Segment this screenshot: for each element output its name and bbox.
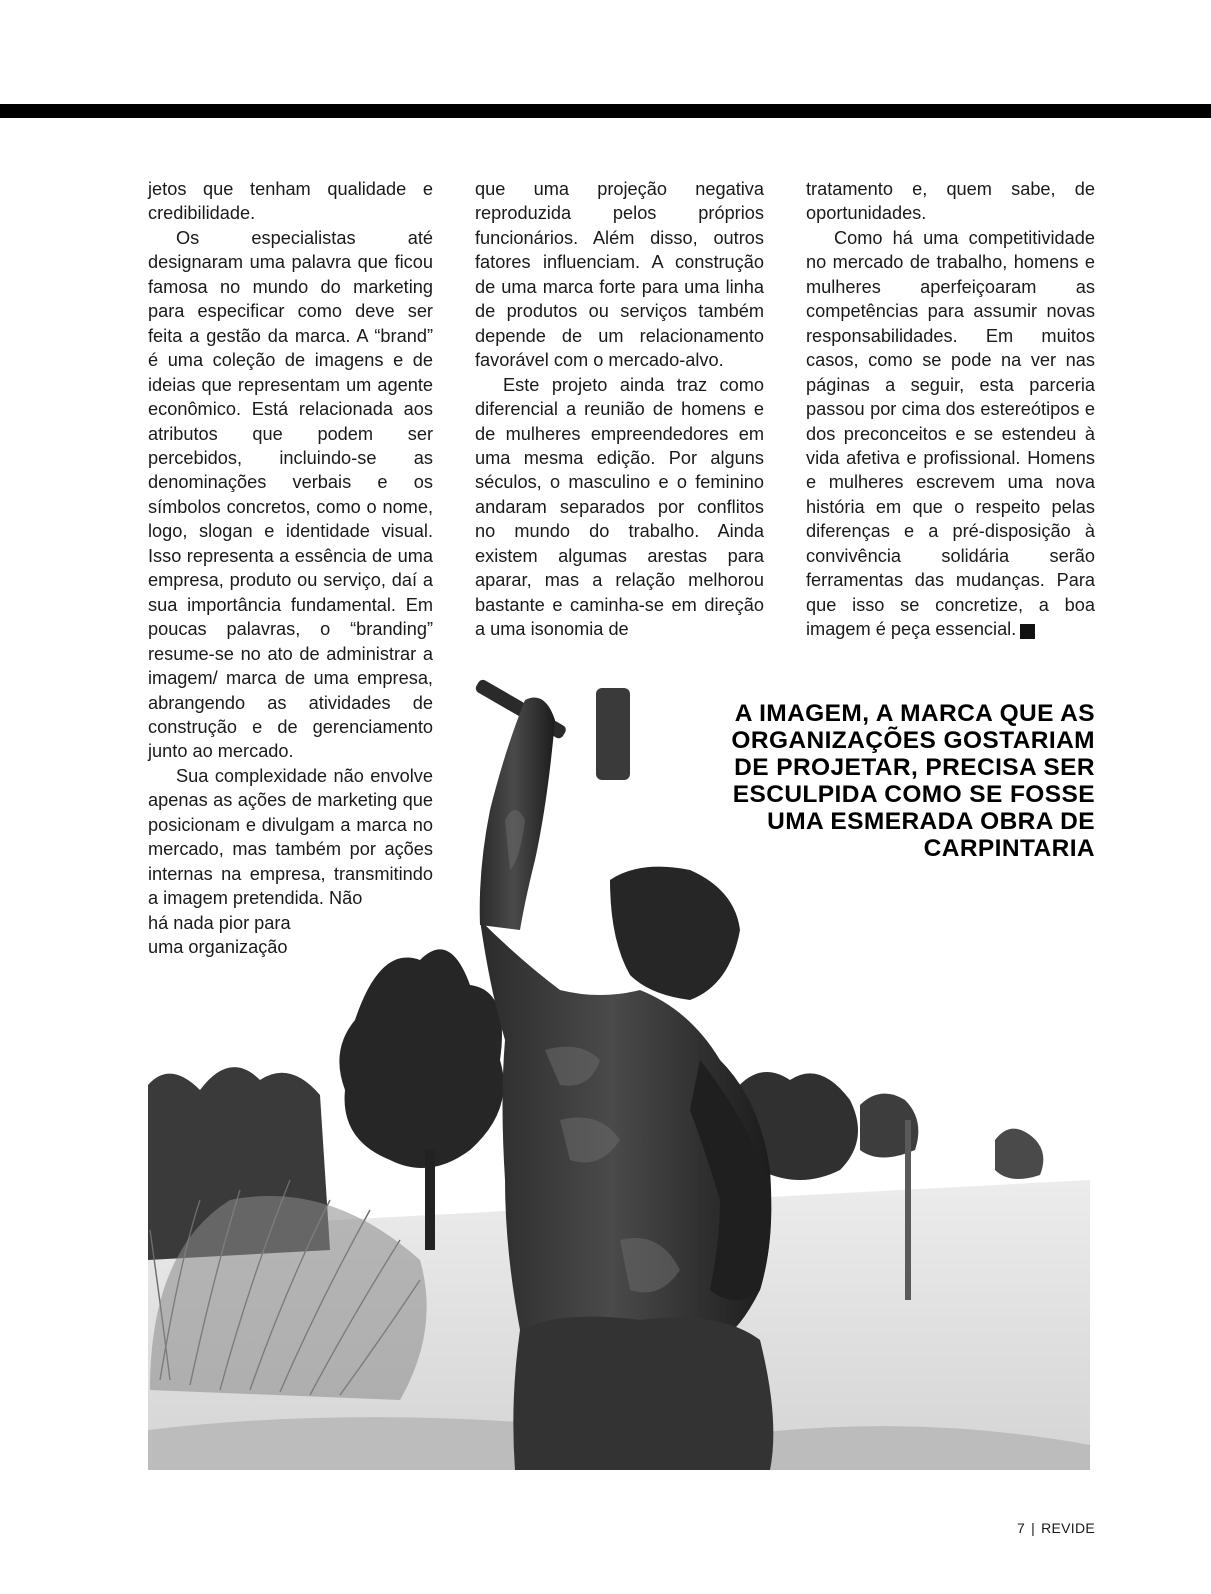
paragraph: Os especialistas até designaram uma palavra que ficou famosa no mundo do marketing para especificar como deve ser feita a gestão da marca. A “brand” é uma coleção de imagens e de ideias que representam um agente econômico. Está relacionada aos atributos que podem ser percebidos, incluindo-se as denominações verbais e os símbolos concretos, como o nome, logo, slogan e identidade visual. Isso representa a essência de uma empresa, produto ou serviço, daí a sua importância fundamental. Em poucas palavras, o “branding” resume-se no ato de administrar a imagem/ marca de uma empresa, abrangendo as atividades de construção e de gerenciamento junto ao mercado.: [148, 227, 433, 762]
paragraph: jetos que tenham qualidade e credibilidade.: [148, 179, 433, 224]
page-number: 7: [1017, 1520, 1026, 1536]
paragraph-continuation: há nada pior para: [148, 912, 291, 933]
paragraph-continuation: uma organização: [148, 937, 288, 958]
paragraph: Sua complexidade não envolve apenas as ações de marketing que posicionam e divulgam a marca no mercado, mas também por ações internas na empresa, transmitindo a imagem pretendida. Não: [148, 765, 433, 909]
footer-separator: |: [1031, 1520, 1036, 1536]
paragraph-text: Como há uma competitividade no mercado de trabalho, homens e mulheres aperfeiçoaram as competências para assumir novas responsabilidades. Em muitos casos, como se pode na ver nas páginas a seguir, esta parceria passou por cima dos estereótipos e dos preconceitos e se estendeu à vida afetiva e profissional. Homens e mulheres escrevem uma nova história em que o respeito pelas diferenças e a pré-disposição à convivência solidária serão ferramentas das mudanças. Para que isso se concretize, a boa imagem é peça essencial.: [806, 227, 1095, 640]
end-of-article-icon: r: [1020, 624, 1035, 639]
pull-quote: A IMAGEM, A MARCA QUE AS ORGANIZAÇÕES GOSTARIAM DE PROJETAR, PRECISA SER ESCULPIDA COMO SE FOSSE UMA ESMERADA OBRA DE CARPINTARIA: [731, 700, 1095, 862]
magazine-name: REVIDE: [1041, 1520, 1095, 1536]
paragraph: que uma projeção negativa reproduzida pelos próprios funcionários. Além disso, outros fatores influenciam. A construção de uma marca forte para uma linha de produtos ou serviços também depende de um relacionamento favorável com o mercado-alvo.: [475, 179, 764, 371]
paragraph: tratamento e, quem sabe, de oportunidades.: [806, 179, 1095, 224]
paragraph: Este projeto ainda traz como diferencial a reunião de homens e de mulheres empreendedores em uma mesma edição. Por alguns séculos, o masculino e o feminino andaram separados por conflitos no mundo do trabalho. Ainda existem algumas arestas para aparar, mas a relação melhorou bastante e caminha-se em direção a uma isonomia de: [475, 374, 764, 640]
